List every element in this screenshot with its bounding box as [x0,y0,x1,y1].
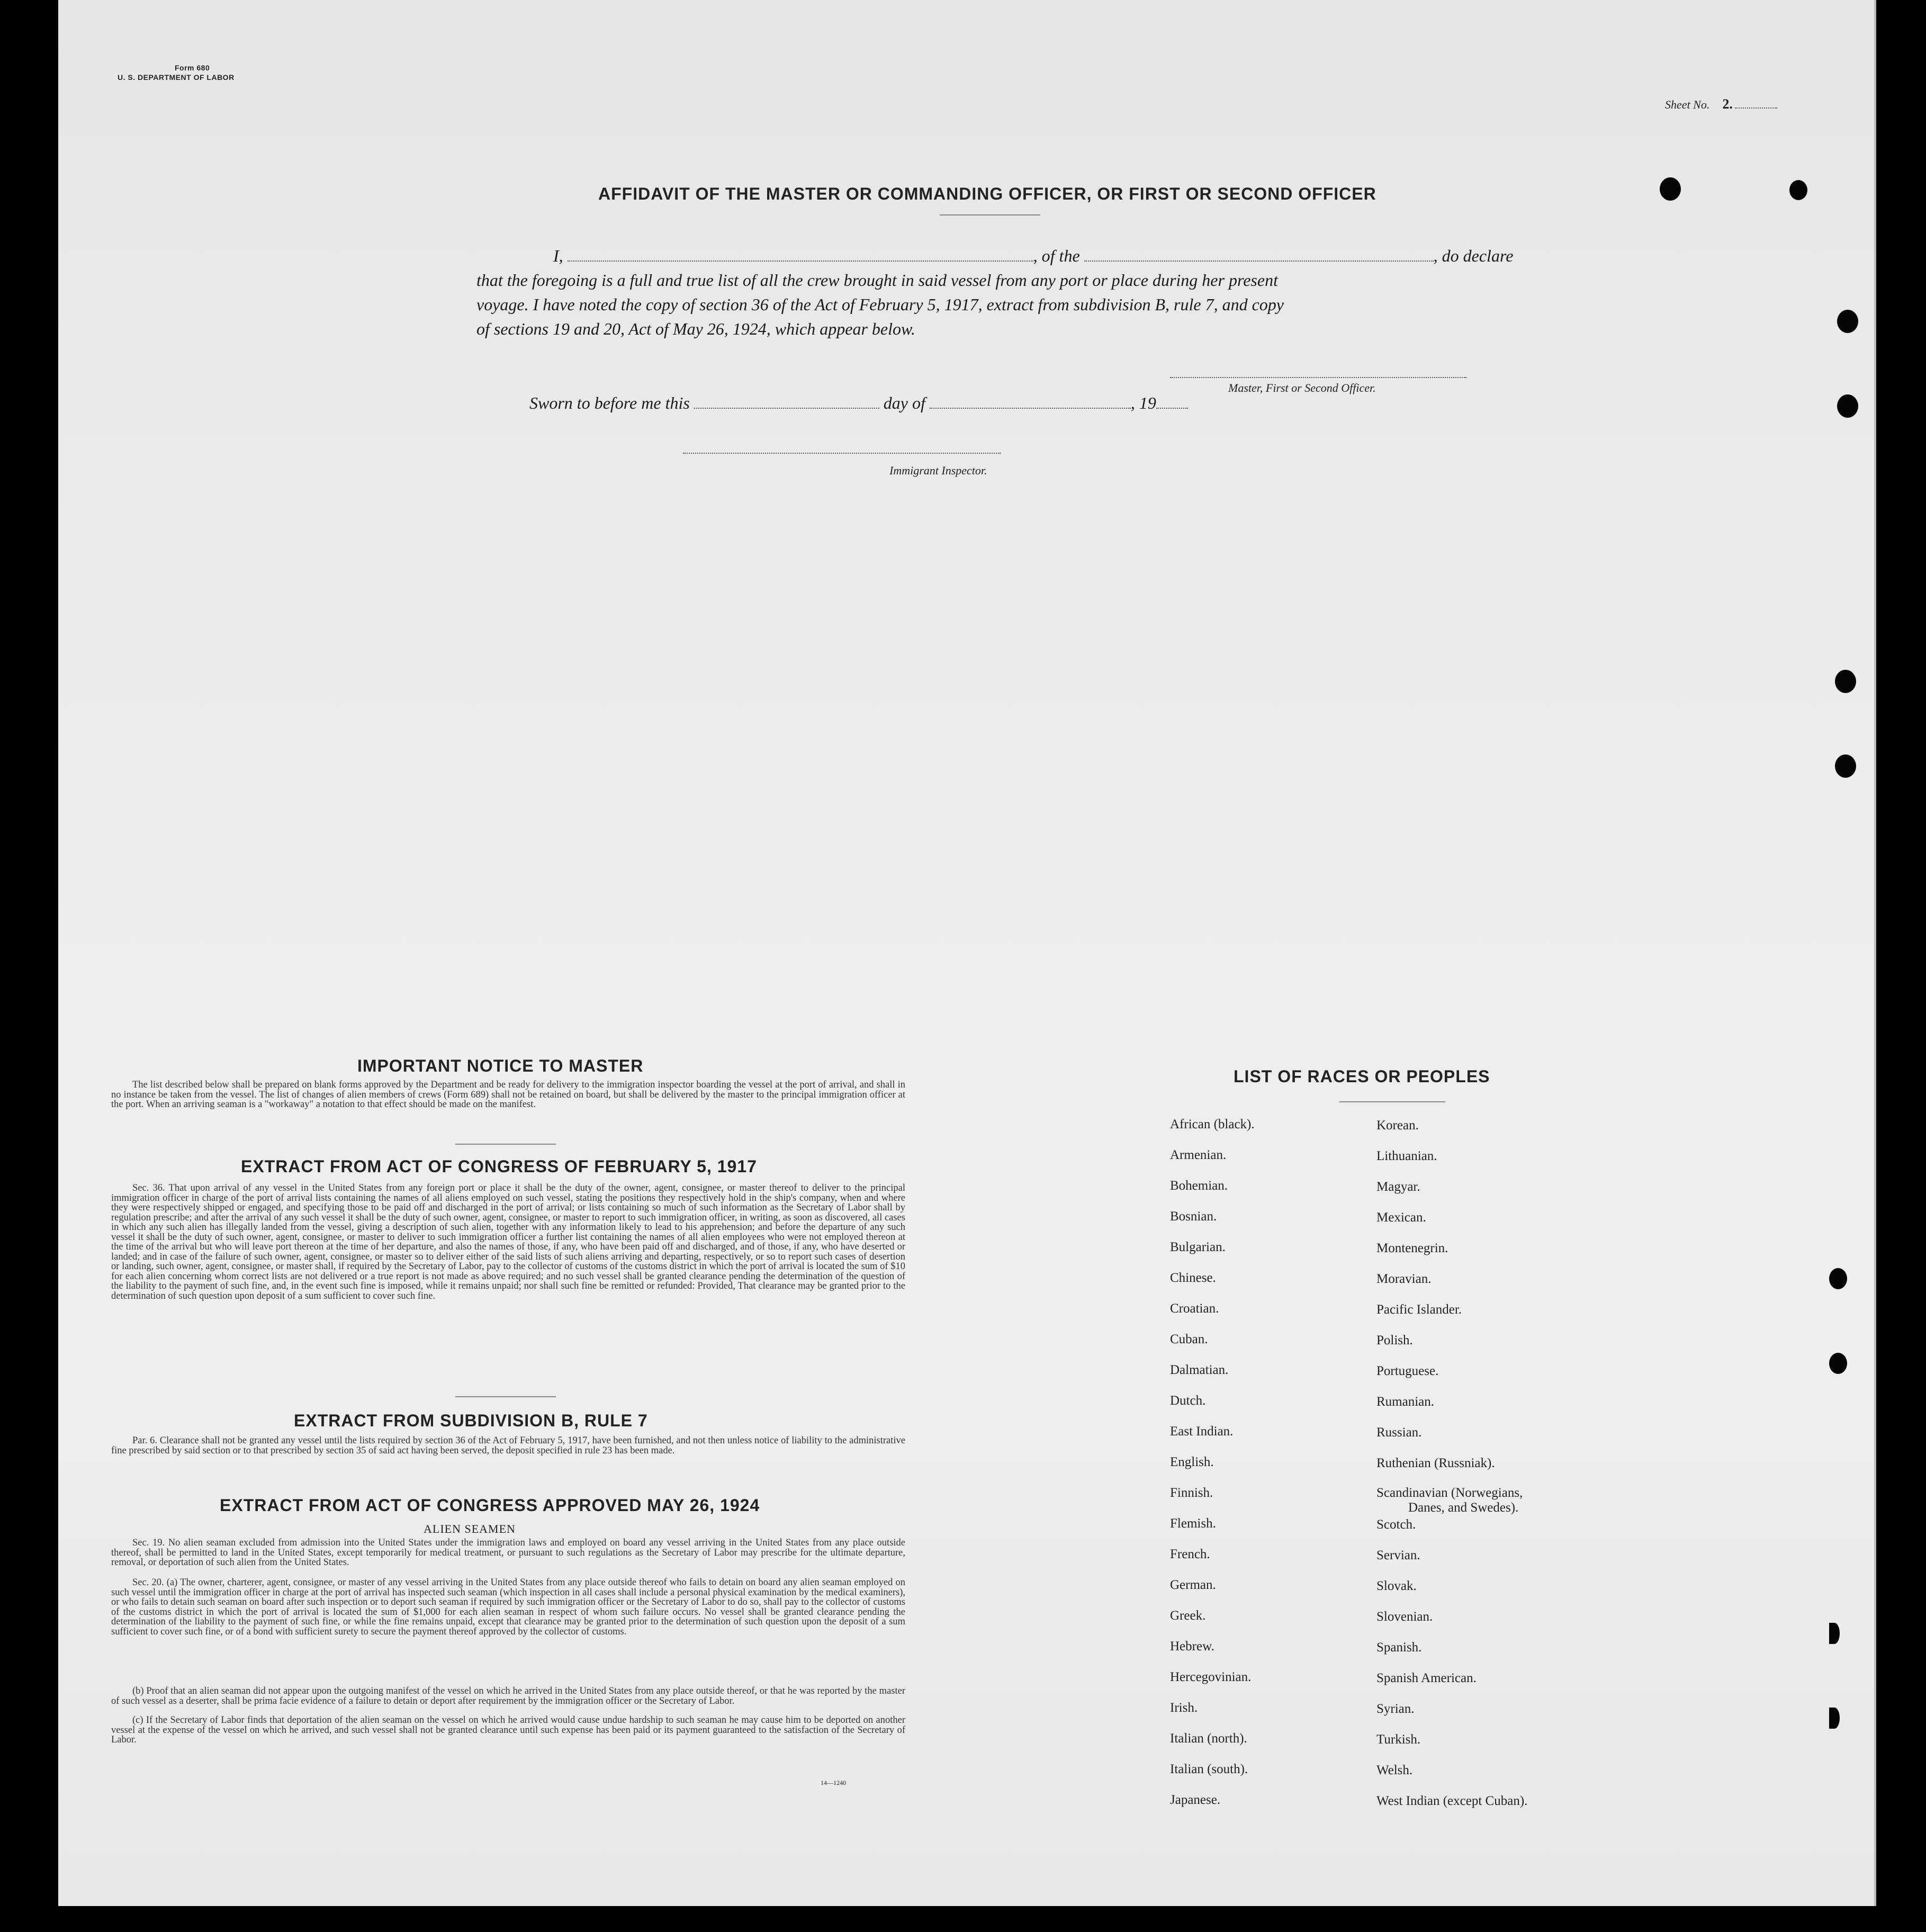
race-item: Turkish. [1376,1732,1421,1747]
sworn-month-field[interactable] [930,408,1131,409]
sheet-number [1665,96,1777,112]
race-item: Polish. [1376,1333,1413,1347]
race-item: Flemish. [1170,1516,1216,1531]
punch-hole [1660,177,1681,201]
race-item: Slovenian. [1376,1610,1433,1624]
race-item: Italian (south). [1170,1762,1248,1776]
alien-seamen-subtitle: ALIEN SEAMEN [424,1522,516,1535]
affidavit-line3: voyage. I have noted the copy of section 36 of the Act of February 5, 1917, extract from subdivision B, rule 7, and copy [476,295,1284,314]
punch-hole [1835,754,1856,778]
race-item: Italian (north). [1170,1731,1247,1746]
race-item: Korean. [1376,1118,1419,1133]
race-item: Montenegrin. [1376,1241,1448,1255]
punch-hole [1789,180,1807,200]
sec19-text: Sec. 19. No alien seaman excluded from admission into the United States under the immigration laws and employed on board any vessel arriving in the United States from any place outside thereof, shall be permitted to land in the United States, except temporarily for medical treatment, or pursuant to such regulations as the Secretary of Labor may prescribe for the ultimate departure, removal, or deportation of such alien from the United States. [111,1538,905,1568]
race-item-continued: Danes, and Swedes). [1408,1500,1519,1515]
race-item: Chinese. [1170,1271,1216,1285]
print-code: 14—1240 [821,1779,846,1786]
sworn-line: Sworn to before me this day of , 19 [529,391,1188,415]
extract-1924-title: EXTRACT FROM ACT OF CONGRESS APPROVED MAY 26, 1924 [220,1496,760,1515]
race-item: Bulgarian. [1170,1240,1226,1254]
race-item: Spanish American. [1376,1671,1477,1685]
extract-1917-text: Sec. 36. That upon arrival of any vessel in the United States from any foreign port or place it shall be the duty of the owner, agent, consignee, or master thereof to deliver to the principal immigration officer in charge of the port of arrival lists containing the names of all aliens employed on such vessel, stating the positions they respectively hold in the ship's company, when and where they were respectively shipped or engaged, and specifying those to be paid off and discharged in the port of arrival; or lists containing so much of such information as the Secretary of Labor shall by regulation prescribe; and after the arrival of any such vessel it shall be the duty of such owner, agent, consignee, or master to report to such immigration officer, in writing, as soon as discovered, all cases in which any such alien has illegally landed from the vessel, giving a description of such alien, together with any information likely to lead to his apprehension; and before the departure of any such vessel it shall be the duty of such owner, agent, consignee, or master to deliver to such immigration officer a further list containing the names of all alien employees who were not employed thereon at the time of the arrival but who will leave port thereon at the time of her departure, and also the names of those, if any, who have been paid off and discharged, and of those, if any, who have deserted or landed; and in case of the failure of such owner, agent, consignee, or master so to deliver either of the said lists of such aliens arriving and departing, respectively, or so to report such cases of desertion or landing, such owner, agent, consignee, or master shall, if required by the Secretary of Labor, pay to the collector of customs of the customs district in which the port of arrival is located the sum of $10 for each alien concerning whom correct lists are not delivered or a true report is not made as above required; and no such vessel shall be granted clearance pending the determination of the question of the liability to the payment of such fine, and, in the event such fine is imposed, while it remains unpaid; nor shall such fine be remitted or refunded: Provided, That clearance may be granted prior to the determination of such question upon deposit of a sum sufficient to cover such fine. [111,1183,905,1301]
race-item: East Indian. [1170,1424,1234,1439]
race-item: Welsh. [1376,1763,1413,1777]
race-item: Japanese. [1170,1793,1221,1807]
race-item: Ruthenian (Russniak). [1376,1456,1495,1470]
punch-hole [1829,1353,1847,1374]
punch-hole [1835,670,1856,693]
sheet-value: 2. [1722,96,1733,112]
race-item: Servian. [1376,1548,1420,1562]
notice-title: IMPORTANT NOTICE TO MASTER [357,1056,644,1075]
sheet-label: Sheet No. [1665,98,1710,111]
sworn-day-field[interactable] [694,408,879,409]
race-item: Scotch. [1376,1517,1416,1532]
race-item: Lithuanian. [1376,1149,1437,1163]
affidavit-line2: that the foregoing is a full and true list of all the crew brought in said vessel from any port or place during her present [476,271,1278,290]
race-item: Magyar. [1376,1180,1420,1194]
race-item: Mexican. [1376,1210,1426,1225]
race-item: Hercegovinian. [1170,1670,1252,1684]
form-number: Form 680 [175,64,210,72]
race-item: Syrian. [1376,1702,1415,1716]
affidavit-title: AFFIDAVIT OF THE MASTER OR COMMANDING OFFICER, OR FIRST OR SECOND OFFICER [598,184,1376,203]
extract-1917-title: EXTRACT FROM ACT OF CONGRESS OF FEBRUARY 5, 1917 [241,1157,757,1176]
affidavit-line4: of sections 19 and 20, Act of May 26, 1924, which appear below. [476,319,915,338]
sworn-year-field[interactable] [1156,408,1188,409]
race-item: French. [1170,1547,1210,1561]
race-item: Croatian. [1170,1301,1219,1316]
sec20c-text: (c) If the Secretary of Labor finds that deportation of the alien seaman on the vessel on which he arrived would cause undue hardship to such seaman he may cause him to be deported on another vessel at the expense of the vessel on which he arrived, and such vessel shall not be granted clearance until such expense has been paid or its payment guaranteed to the satisfaction of the Secretary of Labor. [111,1715,905,1745]
master-signature-label: Master, First or Second Officer. [1228,381,1376,394]
affidavit-line1: I, , of the , do declare [553,246,1514,265]
race-item: Armenian. [1170,1148,1227,1162]
department-label: U. S. DEPARTMENT OF LABOR [118,73,235,82]
punch-hole [1829,1708,1840,1729]
race-item: Scandinavian (Norwegians, [1376,1486,1523,1500]
punch-hole [1829,1623,1840,1644]
manifest-sheet [58,0,1876,1906]
race-item: Dutch. [1170,1394,1206,1408]
punch-hole [1837,310,1858,333]
declarant-name-field[interactable] [568,260,1033,262]
race-item: Portuguese. [1376,1364,1439,1378]
subdivision-b-text: Par. 6. Clearance shall not be granted any vessel until the lists required by section 36 of the Act of February 5, 1917, have been furnished, and not then unless notice of liability to the administrative fine prescribed by said section or to that prescribed by section 35 of said act having been served, the deposit specified in rule 23 has been made. [111,1435,905,1456]
race-item: Russian. [1376,1425,1422,1440]
inspector-signature-line[interactable] [683,453,1001,454]
subdivision-b-title: EXTRACT FROM SUBDIVISION B, RULE 7 [294,1411,648,1430]
sec20b-text: (b) Proof that an alien seaman did not appear upon the outgoing manifest of the vessel on which he arrived in the United States from any place outside thereof, or that he was reported by the master of such vessel as a deserter, shall be prima facie evidence of a failure to detain or deport after requirement by the immigration officer or the Secretary of Labor. [111,1686,905,1706]
inspector-signature-label: Immigrant Inspector. [889,464,987,477]
race-item: Dalmatian. [1170,1363,1229,1377]
race-item: Hebrew. [1170,1639,1214,1654]
sec20a-text: Sec. 20. (a) The owner, charterer, agent, consignee, or master of any vessel arriving in the United States from any place outside thereof who fails to detain on board any alien seaman employed on such vessel until the immigration officer in charge at the port of arrival has inspected such seaman (which inspection in all cases shall include a personal physical examination by the medical examiners), or who fails to detain such seaman on board after such inspection or to deport such seaman if required by such immigration officer or the Secretary of Labor to do so, shall pay to the collector of customs of the customs district in which the port of arrival is located the sum of $1,000 for each alien seaman in respect of whom such failure occurs. No vessel shall be granted clearance pending the determination of the liability to the payment of such fine, or while the fine remains unpaid, except that clearance may be granted prior to the determination of such question upon the deposit of a sum sufficient to cover such fine, or of a bond with sufficient surety to secure the payment thereof approved by the collector of customs. [111,1577,905,1637]
race-item: Slovak. [1376,1579,1417,1593]
race-item: English. [1170,1455,1214,1469]
race-item: West Indian (except Cuban). [1376,1794,1528,1808]
punch-hole [1837,394,1858,418]
race-item: Rumanian. [1376,1395,1435,1409]
master-signature-line[interactable] [1170,377,1466,378]
race-item: Finnish. [1170,1486,1213,1500]
vessel-name-field[interactable] [1084,260,1434,262]
race-item: Cuban. [1170,1332,1208,1346]
race-item: Moravian. [1376,1272,1432,1286]
race-item: German. [1170,1578,1216,1592]
race-item: Bohemian. [1170,1179,1228,1193]
race-item: African (black). [1170,1117,1255,1131]
race-item: Bosnian. [1170,1209,1217,1224]
race-item: Irish. [1170,1701,1198,1715]
punch-hole [1829,1268,1847,1289]
race-item: Pacific Islander. [1376,1302,1462,1317]
races-title: LIST OF RACES OR PEOPLES [1234,1067,1490,1086]
race-item: Greek. [1170,1608,1206,1623]
notice-text: The list described below shall be prepared on blank forms approved by the Department and be ready for delivery to the immigration inspector boarding the vessel at the port of arrival, and shall in no instance be taken from the vessel. The list of changes of alien members of crews (Form 689) shall not be retained on board, but shall be delivered by the master to the principal immigration officer at the port. When an arriving seaman is a "workaway" a notation to that effect should be made on the manifest. [111,1080,905,1110]
race-item: Spanish. [1376,1640,1422,1655]
